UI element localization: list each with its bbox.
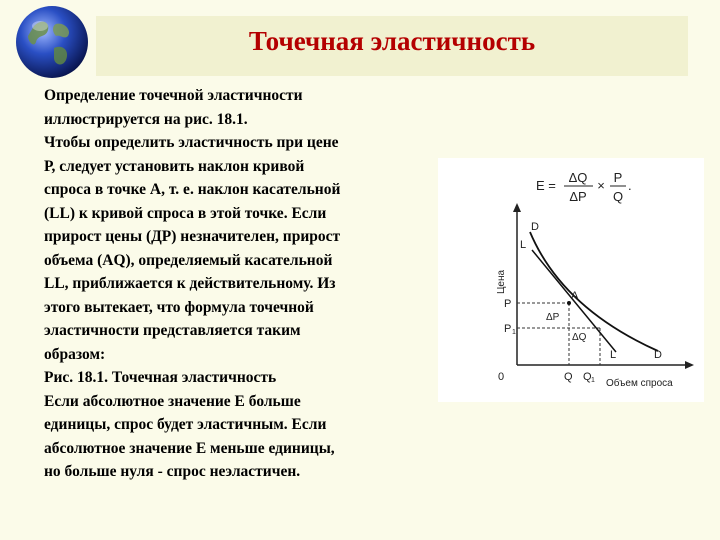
- text-line: единицы, спрос будет эластичным. Если: [44, 416, 327, 433]
- elasticity-formula: [536, 170, 632, 204]
- label-q1: Q: [583, 371, 592, 383]
- slide-title: Точечная эластичность: [248, 26, 536, 56]
- x-axis-label: Объем спроса: [606, 378, 673, 389]
- text-line: спроса в точке А, т. е. наклон касательной: [44, 181, 341, 198]
- y-axis-arrow: [513, 203, 521, 212]
- label-d-bottom: D: [654, 349, 662, 361]
- label-p1: P: [504, 323, 512, 335]
- formula-frac1-den: ΔP: [569, 189, 587, 204]
- label-delta-q: ΔQ: [572, 332, 587, 343]
- text-line: Определение точечной эластичности: [44, 87, 303, 104]
- y-axis-label: Цена: [496, 269, 507, 295]
- label-p1-sub: 1: [512, 329, 516, 336]
- text-line: LL, приближается к действительному. Из: [44, 275, 336, 292]
- text-line: этого вытекает, что формула точечной: [44, 298, 314, 316]
- label-l-bottom: L: [610, 349, 617, 361]
- elasticity-figure: [438, 158, 704, 402]
- x-axis-arrow: [685, 361, 694, 369]
- figure-caption-line: Рис. 18.1. Точечная эластичность: [44, 369, 277, 386]
- formula-lhs: E =: [536, 178, 556, 193]
- origin-label: 0: [498, 371, 505, 383]
- formula-end: .: [628, 178, 632, 193]
- text-line: Чтобы определить эластичность при цене: [44, 134, 339, 151]
- label-delta-p: ΔP: [546, 312, 560, 323]
- text-line: объема (AQ), определяемый касательной: [44, 251, 333, 269]
- demand-curve: [530, 232, 658, 351]
- elasticity-diagram: [438, 158, 704, 402]
- body-text: [44, 84, 444, 484]
- label-q1-sub: 1: [591, 377, 595, 384]
- text-line: абсолютное значение Е меньше единицы,: [44, 439, 335, 457]
- label-p: P: [504, 298, 512, 310]
- text-line: образом:: [44, 345, 106, 363]
- text-line: (LL) к кривой спроса в этой точке. Если: [44, 204, 327, 222]
- text-line: но больше нуля - спрос неэластичен.: [44, 463, 301, 480]
- label-d-top: D: [531, 221, 539, 233]
- axes: [513, 203, 694, 369]
- text-line: иллюстрируется на рис. 18.1.: [44, 110, 248, 128]
- text-line: эластичности представляется таким: [44, 322, 301, 339]
- text-line: прирост цены (ДР) незначителен, прирост: [44, 228, 341, 245]
- text-line: Если абсолютное значение Е больше: [44, 392, 301, 410]
- formula-times: ×: [597, 178, 605, 193]
- label-q: Q: [564, 371, 573, 383]
- label-a: A: [571, 290, 579, 302]
- globe-icon: [14, 4, 90, 80]
- text-line: Р, следует установить наклон кривой: [44, 157, 305, 175]
- formula-frac2-den: Q: [612, 189, 624, 204]
- label-l-top: L: [520, 239, 527, 251]
- formula-frac2-num: P: [613, 170, 623, 185]
- formula-frac1-num: ΔQ: [568, 170, 588, 185]
